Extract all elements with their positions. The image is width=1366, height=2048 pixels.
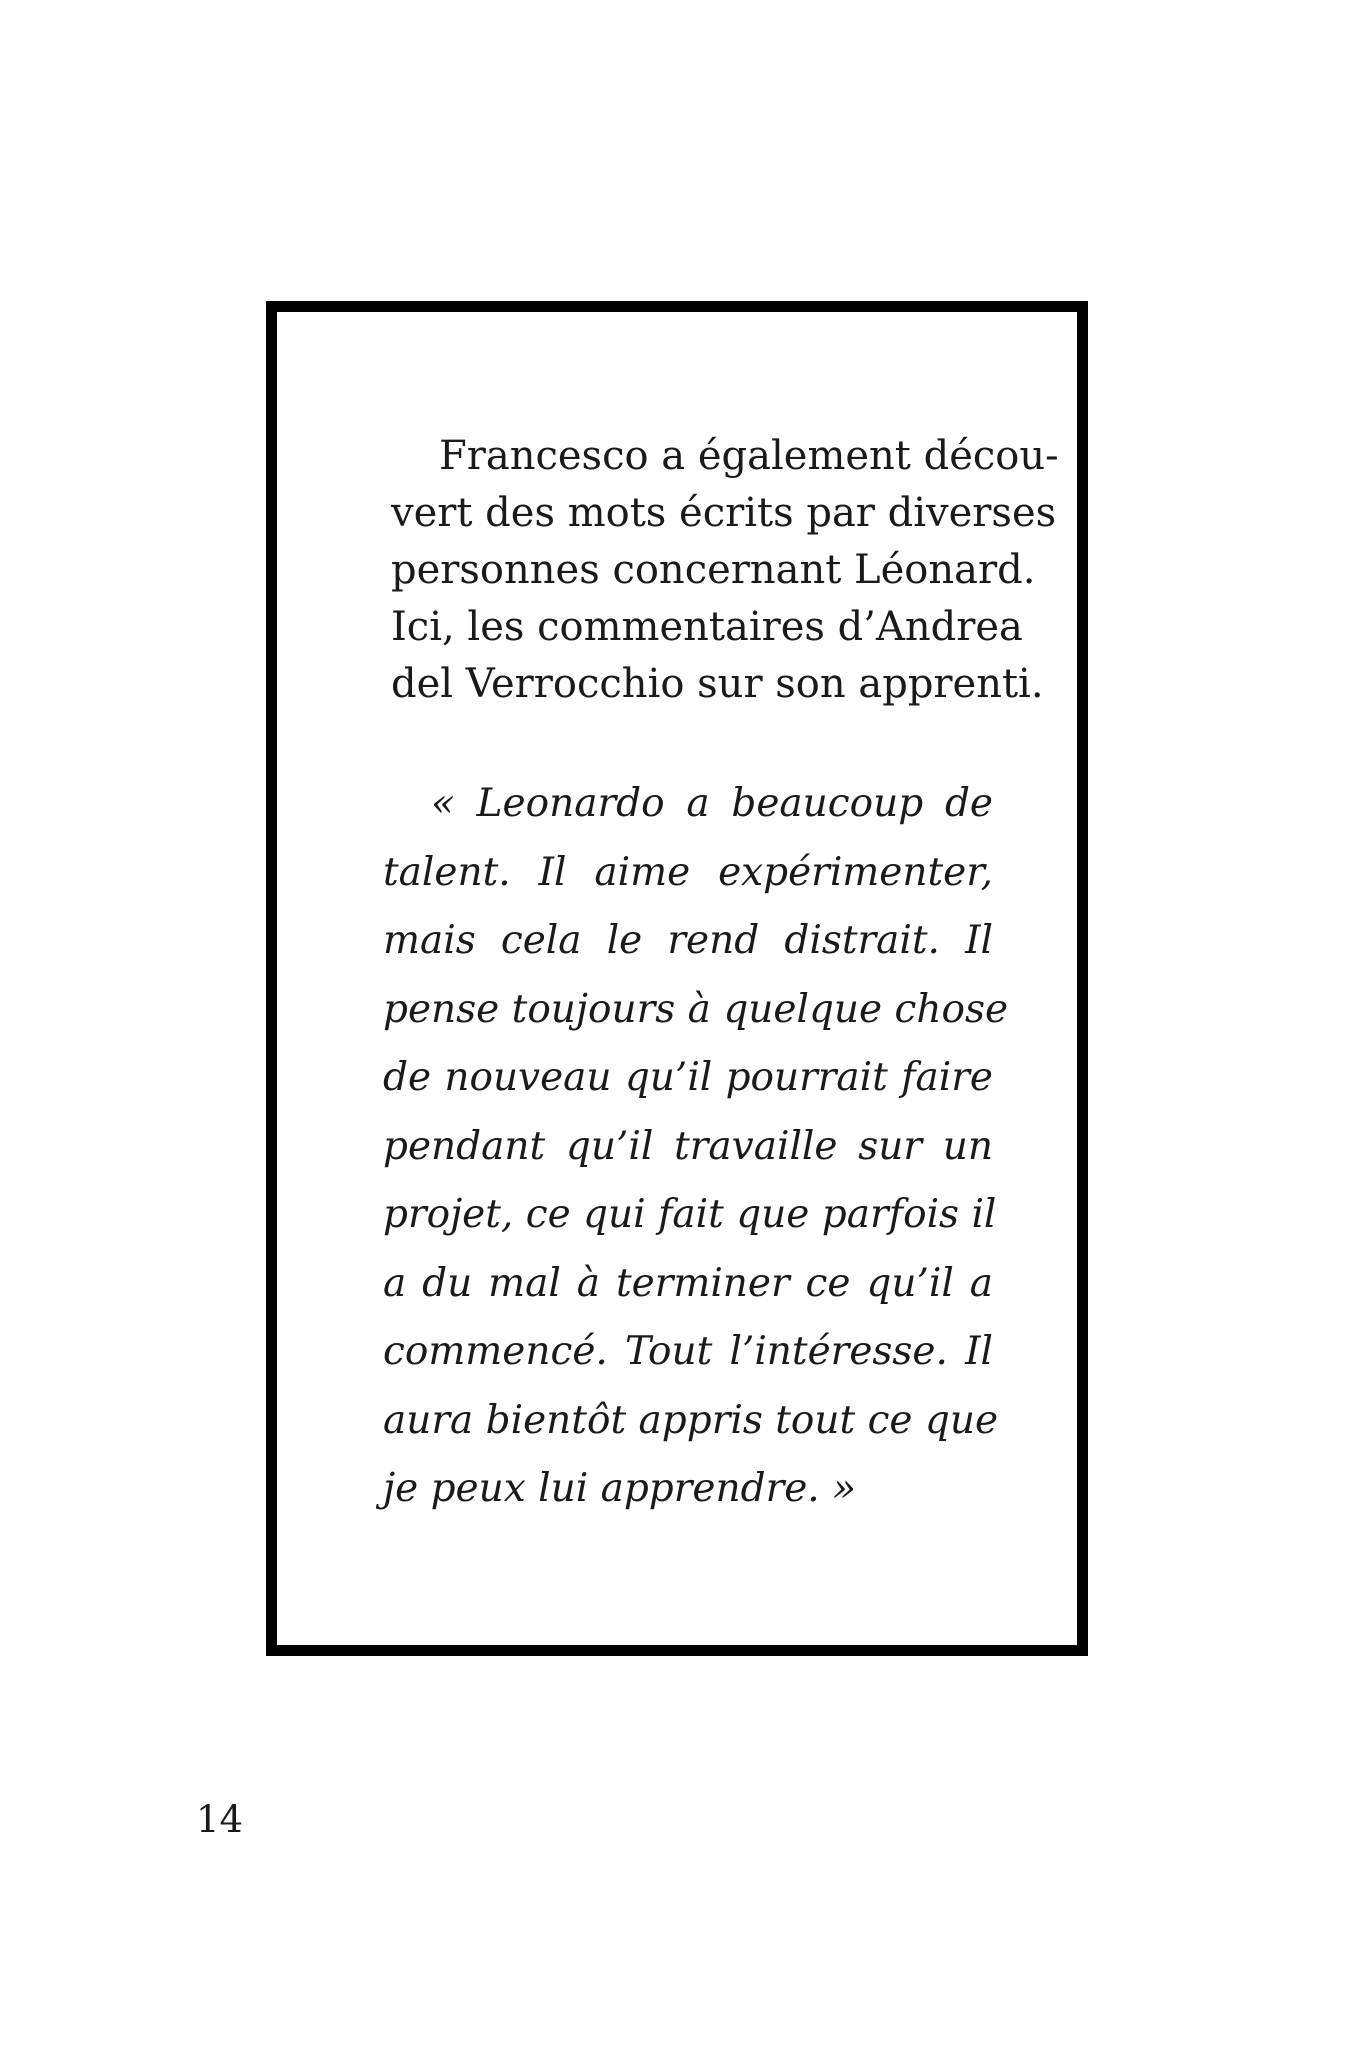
quote-line: a du mal à terminer ce qu’il a (383, 1260, 993, 1306)
quote-line: je peux lui apprendre. » (383, 1466, 856, 1511)
intro-line: Ici, les commentaires d’Andrea (391, 604, 1023, 650)
quote-line: commencé. Tout l’intéresse. Il (383, 1329, 993, 1374)
intro-line: Francesco a également décou- (439, 433, 1059, 479)
text-box-frame (266, 301, 1088, 1656)
quote-line: « Leonardo a beaucoup de (431, 781, 993, 826)
quote-paragraph (383, 770, 1009, 1524)
quote-line: aura bientôt appris tout ce que (383, 1397, 999, 1443)
quote-line: pense toujours à quelque chose (383, 986, 1009, 1032)
quote-line: mais cela le rend distrait. Il (383, 918, 993, 963)
intro-line: del Verrocchio sur son apprenti. (391, 661, 1044, 707)
page-number: 14 (196, 1798, 244, 1841)
intro-line: vert des mots écrits par diverses (391, 490, 1057, 536)
quote-line: de nouveau qu’il pourrait faire (383, 1055, 993, 1100)
quote-line: projet, ce qui fait que parfois il (383, 1192, 997, 1237)
quote-line: talent. Il aime expérimenter, (383, 849, 993, 895)
intro-paragraph (391, 428, 1059, 713)
quote-line: pendant qu’il travaille sur un (383, 1123, 993, 1169)
intro-line: personnes concernant Léonard. (391, 547, 1036, 593)
